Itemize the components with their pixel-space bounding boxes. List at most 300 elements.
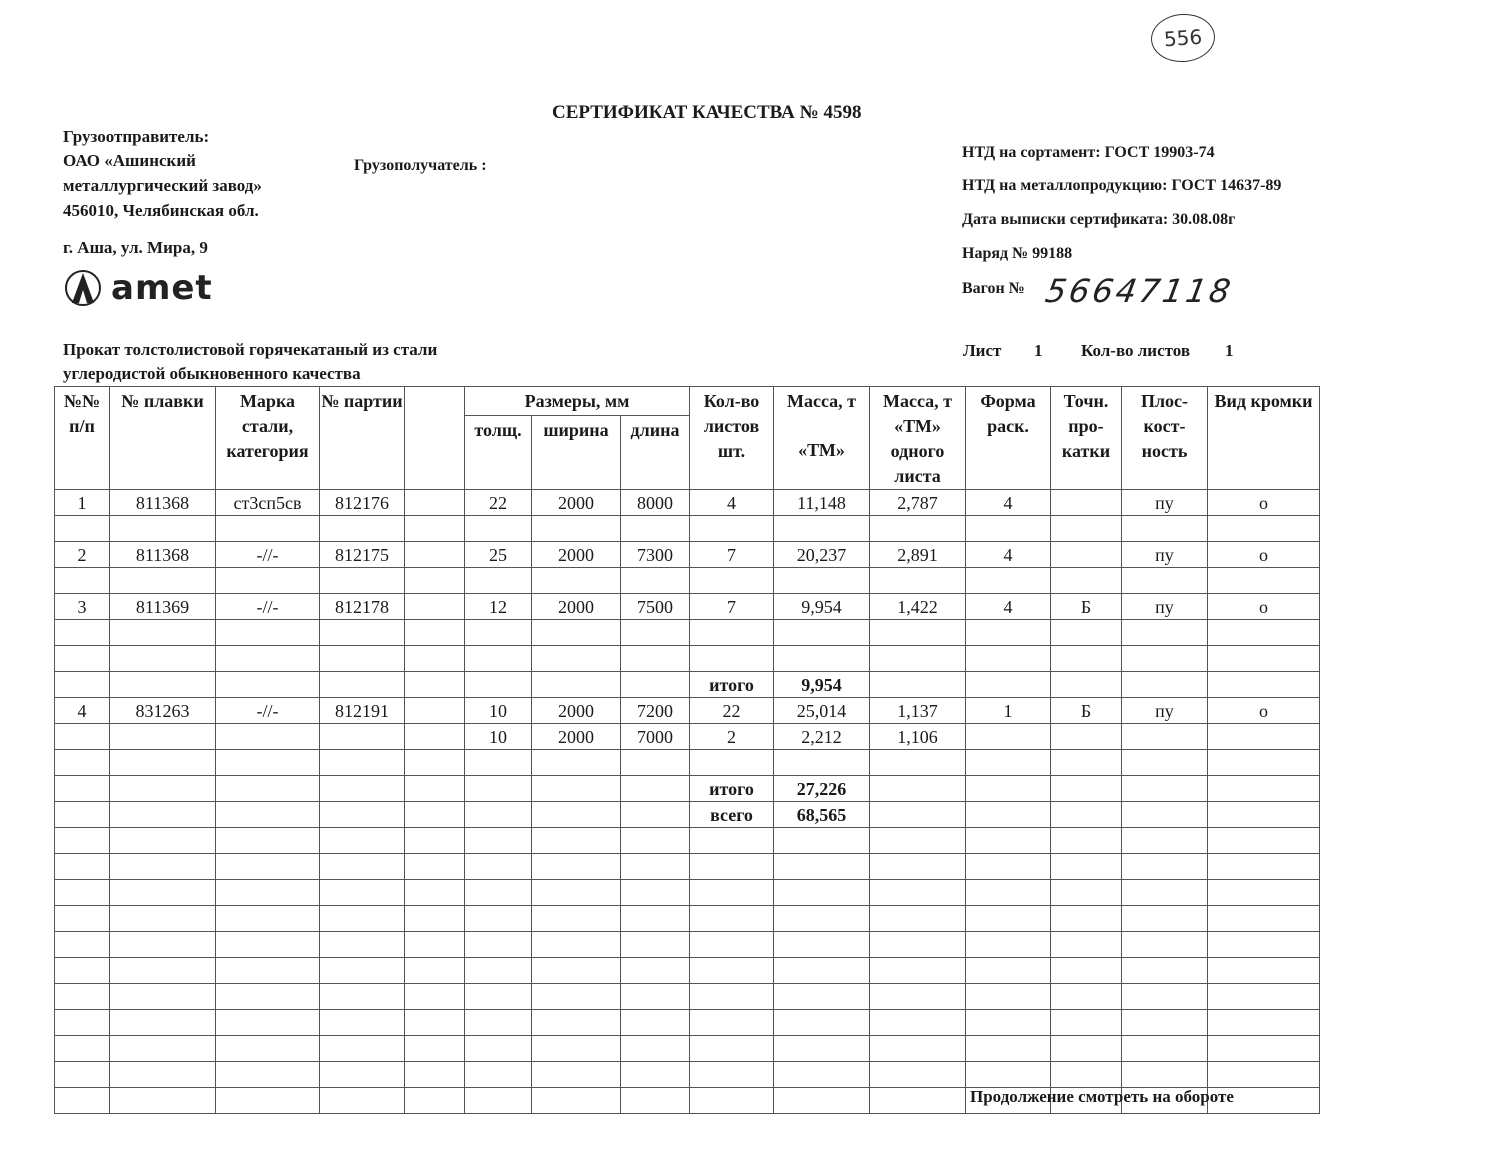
cell-accuracy — [1051, 568, 1122, 594]
cell-count — [690, 750, 774, 776]
cell-thick — [465, 906, 532, 932]
cell-count: 22 — [690, 698, 774, 724]
cell-width — [532, 932, 621, 958]
cell-melt: 811368 — [110, 490, 216, 516]
cell-count — [690, 516, 774, 542]
cell-num: 2 — [55, 542, 110, 568]
cell-mass: 68,565 — [774, 802, 870, 828]
cell-flatness — [1122, 984, 1208, 1010]
product-line2: углеродистой обыкновенного качества — [63, 364, 361, 383]
cell-mass-one: 1,422 — [870, 594, 966, 620]
header-sizes: Размеры, мм — [465, 387, 690, 416]
cell-count — [690, 646, 774, 672]
cell-count: 7 — [690, 594, 774, 620]
cell-edge — [1208, 958, 1320, 984]
cell-flatness — [1122, 958, 1208, 984]
cell-mass-one — [870, 750, 966, 776]
cell-thick — [465, 672, 532, 698]
cell-width — [532, 906, 621, 932]
cell-grade — [216, 958, 320, 984]
cell-blank — [405, 1088, 465, 1114]
cell-accuracy — [1051, 854, 1122, 880]
consignee-label: Грузополучатель : — [354, 157, 487, 174]
table-row — [55, 698, 1320, 724]
cell-num — [55, 854, 110, 880]
cell-blank — [405, 672, 465, 698]
sheet-count-value: 1 — [1225, 341, 1234, 360]
header-grade: Марка стали, категория — [216, 387, 320, 490]
cell-melt — [110, 568, 216, 594]
cell-melt — [110, 724, 216, 750]
cell-mass-one — [870, 1036, 966, 1062]
cell-flatness — [1122, 750, 1208, 776]
cell-melt — [110, 646, 216, 672]
cell-grade — [216, 724, 320, 750]
cell-blank — [405, 932, 465, 958]
cell-count: 2 — [690, 724, 774, 750]
cell-edge: о — [1208, 490, 1320, 516]
cell-blank — [405, 490, 465, 516]
order-number: Наряд № 99188 — [962, 245, 1073, 262]
cell-grade — [216, 568, 320, 594]
table-row — [55, 542, 1320, 568]
cell-num — [55, 776, 110, 802]
cell-count — [690, 958, 774, 984]
cell-thick — [465, 932, 532, 958]
table-row — [55, 906, 1320, 932]
cell-batch — [320, 1088, 405, 1114]
cell-num — [55, 880, 110, 906]
cell-length — [621, 750, 690, 776]
cell-mass: 20,237 — [774, 542, 870, 568]
cell-length — [621, 880, 690, 906]
cell-num: 1 — [55, 490, 110, 516]
header-num: №№ п/п — [55, 387, 110, 490]
cell-grade — [216, 1036, 320, 1062]
cell-form — [966, 906, 1051, 932]
certificate-table — [54, 386, 1320, 1114]
cell-grade — [216, 932, 320, 958]
cell-batch — [320, 880, 405, 906]
cell-length — [621, 958, 690, 984]
cell-length — [621, 568, 690, 594]
cell-flatness — [1122, 854, 1208, 880]
cell-edge — [1208, 932, 1320, 958]
cell-blank — [405, 802, 465, 828]
cell-batch: 812175 — [320, 542, 405, 568]
cell-mass-one: 1,137 — [870, 698, 966, 724]
cell-thick: 10 — [465, 698, 532, 724]
cell-melt — [110, 984, 216, 1010]
cell-form — [966, 568, 1051, 594]
cell-width: 2000 — [532, 724, 621, 750]
cell-mass-one — [870, 776, 966, 802]
cell-edge — [1208, 620, 1320, 646]
cell-form — [966, 646, 1051, 672]
cell-num: 3 — [55, 594, 110, 620]
sheet-value: 1 — [1034, 341, 1043, 360]
cell-accuracy — [1051, 984, 1122, 1010]
logo-mark-icon — [63, 268, 103, 308]
cell-accuracy — [1051, 776, 1122, 802]
cell-thick — [465, 646, 532, 672]
cell-grade — [216, 1088, 320, 1114]
cell-num — [55, 568, 110, 594]
cell-blank — [405, 620, 465, 646]
cell-thick — [465, 620, 532, 646]
cell-num — [55, 828, 110, 854]
cell-edge — [1208, 880, 1320, 906]
cell-melt — [110, 750, 216, 776]
header-mass-line1: Масса, т — [786, 391, 857, 411]
cell-grade — [216, 880, 320, 906]
shipper-line3: 456010, Челябинская обл. — [63, 201, 259, 220]
cell-mass — [774, 1036, 870, 1062]
cell-form — [966, 958, 1051, 984]
cell-accuracy — [1051, 1036, 1122, 1062]
cell-length — [621, 932, 690, 958]
cell-count: 7 — [690, 542, 774, 568]
cell-width — [532, 646, 621, 672]
cell-accuracy — [1051, 724, 1122, 750]
cell-mass: 11,148 — [774, 490, 870, 516]
cell-melt — [110, 906, 216, 932]
cell-edge — [1208, 1036, 1320, 1062]
cell-mass — [774, 1010, 870, 1036]
cell-mass-one — [870, 1088, 966, 1114]
cell-length — [621, 1010, 690, 1036]
header-mass-line2: «ТМ» — [798, 440, 845, 460]
cell-width — [532, 1088, 621, 1114]
cell-edge — [1208, 906, 1320, 932]
cell-form — [966, 880, 1051, 906]
cell-edge — [1208, 828, 1320, 854]
table-body — [55, 490, 1320, 1114]
cell-thick: 10 — [465, 724, 532, 750]
certificate-title: СЕРТИФИКАТ КАЧЕСТВА № 4598 — [552, 102, 862, 123]
cell-grade — [216, 828, 320, 854]
cell-edge — [1208, 802, 1320, 828]
cell-melt — [110, 1036, 216, 1062]
cell-width — [532, 984, 621, 1010]
cell-accuracy — [1051, 880, 1122, 906]
cell-flatness: пу — [1122, 594, 1208, 620]
cell-batch: 812176 — [320, 490, 405, 516]
cell-count — [690, 828, 774, 854]
cell-batch — [320, 516, 405, 542]
table-row — [55, 568, 1320, 594]
header-batch: № партии — [320, 387, 405, 490]
cell-melt — [110, 516, 216, 542]
table-row — [55, 620, 1320, 646]
cell-count: итого — [690, 776, 774, 802]
cell-mass: 2,212 — [774, 724, 870, 750]
cell-length — [621, 620, 690, 646]
cell-melt — [110, 880, 216, 906]
cell-melt — [110, 854, 216, 880]
table-row — [55, 854, 1320, 880]
cell-grade — [216, 1010, 320, 1036]
cell-length — [621, 776, 690, 802]
cell-mass — [774, 906, 870, 932]
cell-batch — [320, 1010, 405, 1036]
cell-melt — [110, 620, 216, 646]
cell-form — [966, 984, 1051, 1010]
cell-batch — [320, 906, 405, 932]
cell-grade — [216, 646, 320, 672]
table-row — [55, 932, 1320, 958]
cell-count: всего — [690, 802, 774, 828]
cell-mass — [774, 880, 870, 906]
header-mass — [774, 387, 870, 490]
table-row — [55, 776, 1320, 802]
cell-count: 4 — [690, 490, 774, 516]
cell-width — [532, 776, 621, 802]
cell-length — [621, 1088, 690, 1114]
cell-accuracy — [1051, 750, 1122, 776]
table-row — [55, 672, 1320, 698]
cell-accuracy — [1051, 516, 1122, 542]
cell-thick — [465, 984, 532, 1010]
cell-mass-one — [870, 516, 966, 542]
cell-length: 7000 — [621, 724, 690, 750]
cell-mass — [774, 984, 870, 1010]
cell-num — [55, 958, 110, 984]
cell-blank — [405, 568, 465, 594]
cell-blank — [405, 984, 465, 1010]
cell-thick — [465, 1010, 532, 1036]
cell-accuracy — [1051, 828, 1122, 854]
cell-melt — [110, 776, 216, 802]
cell-width — [532, 1036, 621, 1062]
cell-edge: о — [1208, 698, 1320, 724]
cell-melt — [110, 932, 216, 958]
cell-blank — [405, 880, 465, 906]
cell-mass-one — [870, 984, 966, 1010]
cell-edge — [1208, 724, 1320, 750]
header-width: ширина — [532, 415, 621, 489]
cell-mass: 9,954 — [774, 672, 870, 698]
cell-mass — [774, 1062, 870, 1088]
cell-thick: 22 — [465, 490, 532, 516]
table-row — [55, 750, 1320, 776]
cell-flatness: пу — [1122, 698, 1208, 724]
cell-grade — [216, 984, 320, 1010]
cell-thick — [465, 854, 532, 880]
cell-num — [55, 672, 110, 698]
table-row — [55, 724, 1320, 750]
company-logo — [63, 268, 213, 308]
table-row — [55, 1010, 1320, 1036]
cell-num — [55, 1088, 110, 1114]
cell-num — [55, 802, 110, 828]
cell-mass-one: 1,106 — [870, 724, 966, 750]
cell-batch — [320, 828, 405, 854]
ntd-product: НТД на металлопродукцию: ГОСТ 14637-89 — [962, 177, 1282, 194]
cell-flatness — [1122, 724, 1208, 750]
cell-mass-one — [870, 802, 966, 828]
cell-batch — [320, 1062, 405, 1088]
cell-length — [621, 802, 690, 828]
cell-form — [966, 854, 1051, 880]
cell-grade — [216, 906, 320, 932]
cell-edge — [1208, 854, 1320, 880]
header-thick: толщ. — [465, 415, 532, 489]
cell-mass — [774, 646, 870, 672]
cell-flatness — [1122, 568, 1208, 594]
cell-grade — [216, 516, 320, 542]
cell-edge: о — [1208, 542, 1320, 568]
cell-mass-one — [870, 620, 966, 646]
cell-mass-one — [870, 958, 966, 984]
shipper-line4: г. Аша, ул. Мира, 9 — [63, 238, 208, 257]
cell-blank — [405, 724, 465, 750]
cell-mass — [774, 958, 870, 984]
header-accuracy: Точн. про- катки — [1051, 387, 1122, 490]
table-row — [55, 880, 1320, 906]
cell-mass-one — [870, 906, 966, 932]
cell-count — [690, 906, 774, 932]
cell-width: 2000 — [532, 594, 621, 620]
cell-thick — [465, 1036, 532, 1062]
issue-date: Дата выписки сертификата: 30.08.08г — [962, 211, 1236, 228]
cell-form — [966, 1036, 1051, 1062]
cell-thick: 12 — [465, 594, 532, 620]
cell-num — [55, 516, 110, 542]
table-row — [55, 984, 1320, 1010]
header-edge: Вид кромки — [1208, 387, 1320, 490]
cell-count — [690, 932, 774, 958]
cell-form — [966, 802, 1051, 828]
cell-blank — [405, 750, 465, 776]
cell-num — [55, 1036, 110, 1062]
wagon-number-handwritten: 56647118 — [1042, 272, 1237, 310]
cell-flatness: пу — [1122, 542, 1208, 568]
cell-form — [966, 932, 1051, 958]
cell-blank — [405, 828, 465, 854]
cell-blank — [405, 646, 465, 672]
cell-form — [966, 776, 1051, 802]
product-line1: Прокат толстолистовой горячекатаный из стали — [63, 340, 438, 359]
cell-mass — [774, 932, 870, 958]
table-row — [55, 802, 1320, 828]
cell-edge — [1208, 646, 1320, 672]
cell-melt: 811369 — [110, 594, 216, 620]
sheet-label: Лист — [963, 341, 1002, 360]
cell-blank — [405, 698, 465, 724]
cell-accuracy: Б — [1051, 698, 1122, 724]
cell-flatness — [1122, 672, 1208, 698]
table-row — [55, 516, 1320, 542]
cell-count — [690, 880, 774, 906]
cell-width — [532, 1062, 621, 1088]
cell-mass-one — [870, 1062, 966, 1088]
cell-accuracy — [1051, 802, 1122, 828]
cell-count: итого — [690, 672, 774, 698]
cell-edge — [1208, 750, 1320, 776]
cell-blank — [405, 542, 465, 568]
cell-width: 2000 — [532, 542, 621, 568]
cell-length: 7200 — [621, 698, 690, 724]
cell-length — [621, 646, 690, 672]
cell-thick — [465, 568, 532, 594]
cell-thick — [465, 1062, 532, 1088]
cell-num — [55, 646, 110, 672]
cell-num — [55, 750, 110, 776]
cell-grade — [216, 620, 320, 646]
cell-mass — [774, 1088, 870, 1114]
cell-num — [55, 620, 110, 646]
cell-grade — [216, 672, 320, 698]
cell-grade — [216, 854, 320, 880]
cell-mass-one — [870, 932, 966, 958]
cell-form — [966, 1062, 1051, 1088]
cell-batch — [320, 1036, 405, 1062]
cell-width — [532, 750, 621, 776]
cell-flatness — [1122, 906, 1208, 932]
cell-flatness — [1122, 1010, 1208, 1036]
cell-thick — [465, 958, 532, 984]
cell-accuracy — [1051, 672, 1122, 698]
cell-num — [55, 906, 110, 932]
cell-grade — [216, 802, 320, 828]
cell-thick — [465, 828, 532, 854]
cell-count — [690, 620, 774, 646]
cell-mass-one: 2,891 — [870, 542, 966, 568]
header-mass-one: Масса, т «ТМ» одного листа — [870, 387, 966, 490]
shipper-label: Грузоотправитель: — [63, 127, 210, 146]
cell-thick — [465, 516, 532, 542]
cell-form — [966, 620, 1051, 646]
table-row — [55, 828, 1320, 854]
header-form: Форма раск. — [966, 387, 1051, 490]
cell-edge — [1208, 984, 1320, 1010]
cell-length: 8000 — [621, 490, 690, 516]
cell-width — [532, 802, 621, 828]
cell-melt — [110, 1010, 216, 1036]
cell-batch — [320, 672, 405, 698]
cell-count — [690, 568, 774, 594]
cell-accuracy — [1051, 490, 1122, 516]
cell-count — [690, 1010, 774, 1036]
cell-grade: -//- — [216, 698, 320, 724]
cell-grade: -//- — [216, 542, 320, 568]
cell-form — [966, 750, 1051, 776]
cell-blank — [405, 594, 465, 620]
cell-grade — [216, 1062, 320, 1088]
cell-count — [690, 984, 774, 1010]
cell-length — [621, 854, 690, 880]
cell-blank — [405, 906, 465, 932]
cell-blank — [405, 1062, 465, 1088]
cell-accuracy — [1051, 620, 1122, 646]
cell-accuracy — [1051, 906, 1122, 932]
wagon-label: Вагон № — [962, 280, 1025, 297]
cell-length — [621, 516, 690, 542]
cell-length — [621, 828, 690, 854]
cell-mass-one — [870, 880, 966, 906]
cell-melt — [110, 828, 216, 854]
cell-melt — [110, 958, 216, 984]
cell-edge — [1208, 776, 1320, 802]
cell-accuracy — [1051, 646, 1122, 672]
cell-mass-one — [870, 854, 966, 880]
cell-flatness — [1122, 880, 1208, 906]
cell-melt — [110, 1088, 216, 1114]
cell-edge — [1208, 516, 1320, 542]
cell-flatness — [1122, 646, 1208, 672]
shipper-line2: металлургический завод» — [63, 176, 262, 195]
